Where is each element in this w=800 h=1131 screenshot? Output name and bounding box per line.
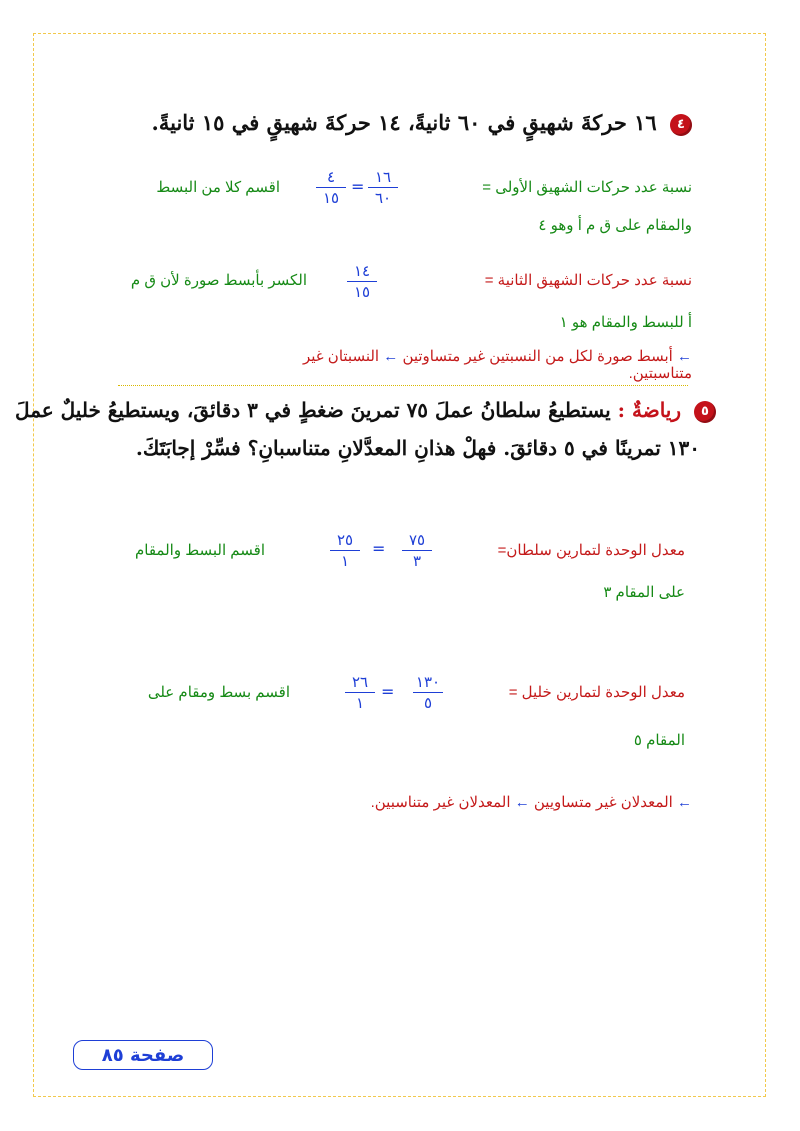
arrow-icon: ← bbox=[677, 348, 692, 365]
q5-line1-fraction-a bbox=[400, 531, 434, 570]
fraction-denominator: ٣ bbox=[412, 552, 422, 570]
arrow-icon: ← bbox=[514, 794, 530, 811]
fraction-numerator: ٢٦ bbox=[351, 673, 369, 691]
q4-conclusion bbox=[303, 347, 692, 365]
q4-line3-note: الكسر بأبسط صورة لأن ق م bbox=[130, 272, 307, 289]
q4-conclusion-part1: أبسط صورة لكل من النسبتين غير متساوتين bbox=[402, 348, 673, 365]
equals-sign: = bbox=[372, 539, 386, 558]
fraction-denominator: ١٥ bbox=[353, 283, 371, 301]
fraction-denominator: ٥ bbox=[423, 694, 433, 712]
question-5-text-1: يستطيعُ سلطانُ عملَ ٧٥ تمرينَ ضغطٍ في ٣ دقائقَ، ويستطيعُ خليلٌ عملَ bbox=[15, 398, 611, 422]
q4-line2: والمقام على ق م أ وهو ٤ bbox=[538, 217, 692, 234]
question-5-text-2: ١٣٠ تمرينًا في ٥ دقائقَ. فهلْ هذانِ المعدَّلانِ متناسبانِ؟ فسِّرْ إجابَتَكَ. bbox=[135, 436, 700, 460]
fraction-numerator: ١٣٠ bbox=[415, 673, 441, 691]
fraction-numerator: ١٦ bbox=[374, 168, 392, 186]
q5-line1-label: معدل الوحدة لتمارين سلطان= bbox=[497, 542, 685, 559]
question-4-line bbox=[152, 110, 692, 136]
q5-line2: على المقام ٣ bbox=[603, 584, 685, 601]
question-5-line1 bbox=[15, 398, 716, 423]
q4-line1-fraction-a bbox=[366, 168, 400, 207]
question-5-keyword: رياضةٌ : bbox=[617, 398, 682, 422]
q4-line1-label: نسبة عدد حركات الشهيق الأولى = bbox=[482, 179, 692, 196]
fraction-numerator: ١٤ bbox=[353, 262, 371, 280]
q5-line3-note: اقسم بسط ومقام على bbox=[147, 684, 290, 701]
q5-line4: المقام ٥ bbox=[633, 732, 685, 749]
q5-conclusion-part1: المعدلان غير متساويين bbox=[533, 794, 673, 811]
question-5-badge: ٥ bbox=[694, 401, 716, 423]
arrow-icon: ← bbox=[383, 348, 399, 365]
q4-line1-note: اقسم كلا من البسط bbox=[156, 179, 280, 196]
q4-line3-label: نسبة عدد حركات الشهيق الثانية = bbox=[484, 272, 692, 289]
q4-line1-fraction-b bbox=[314, 168, 348, 207]
fraction-denominator: ١ bbox=[355, 694, 365, 712]
page-number-tag: صفحة ٨٥ bbox=[73, 1040, 213, 1070]
fraction-denominator: ١٥ bbox=[322, 189, 340, 207]
q5-line3-label: معدل الوحدة لتمارين خليل = bbox=[508, 684, 685, 701]
fraction-denominator: ٦٠ bbox=[374, 189, 392, 207]
q5-line3-fraction-b bbox=[343, 673, 377, 712]
q5-line1-note: اقسم البسط والمقام bbox=[134, 542, 265, 559]
question-4-badge: ٤ bbox=[670, 114, 692, 136]
equals-sign: = bbox=[381, 682, 395, 701]
q4-line4: أ للبسط والمقام هو ١ bbox=[559, 314, 692, 331]
q4-conclusion-line2: متناسبتين. bbox=[628, 365, 692, 382]
q4-line3-fraction bbox=[345, 262, 379, 301]
fraction-numerator: ٤ bbox=[326, 168, 336, 186]
fraction-denominator: ١ bbox=[340, 552, 350, 570]
q5-line1-fraction-b bbox=[328, 531, 362, 570]
fraction-numerator: ٧٥ bbox=[408, 531, 426, 549]
question-4-text: ١٦ حركةَ شهيقٍ في ٦٠ ثانيةً، ١٤ حركةَ شهيقٍ في ١٥ ثانيةً. bbox=[151, 110, 657, 135]
section-divider bbox=[118, 385, 688, 386]
q5-conclusion-part2: المعدلان غير متناسبين. bbox=[370, 794, 511, 811]
fraction-numerator: ٢٥ bbox=[336, 531, 354, 549]
q4-conclusion-part2: النسبتان غير bbox=[302, 348, 380, 365]
arrow-icon: ← bbox=[677, 794, 692, 811]
equals-sign: = bbox=[351, 177, 365, 196]
q5-conclusion bbox=[371, 793, 692, 811]
q5-line3-fraction-a bbox=[411, 673, 445, 712]
